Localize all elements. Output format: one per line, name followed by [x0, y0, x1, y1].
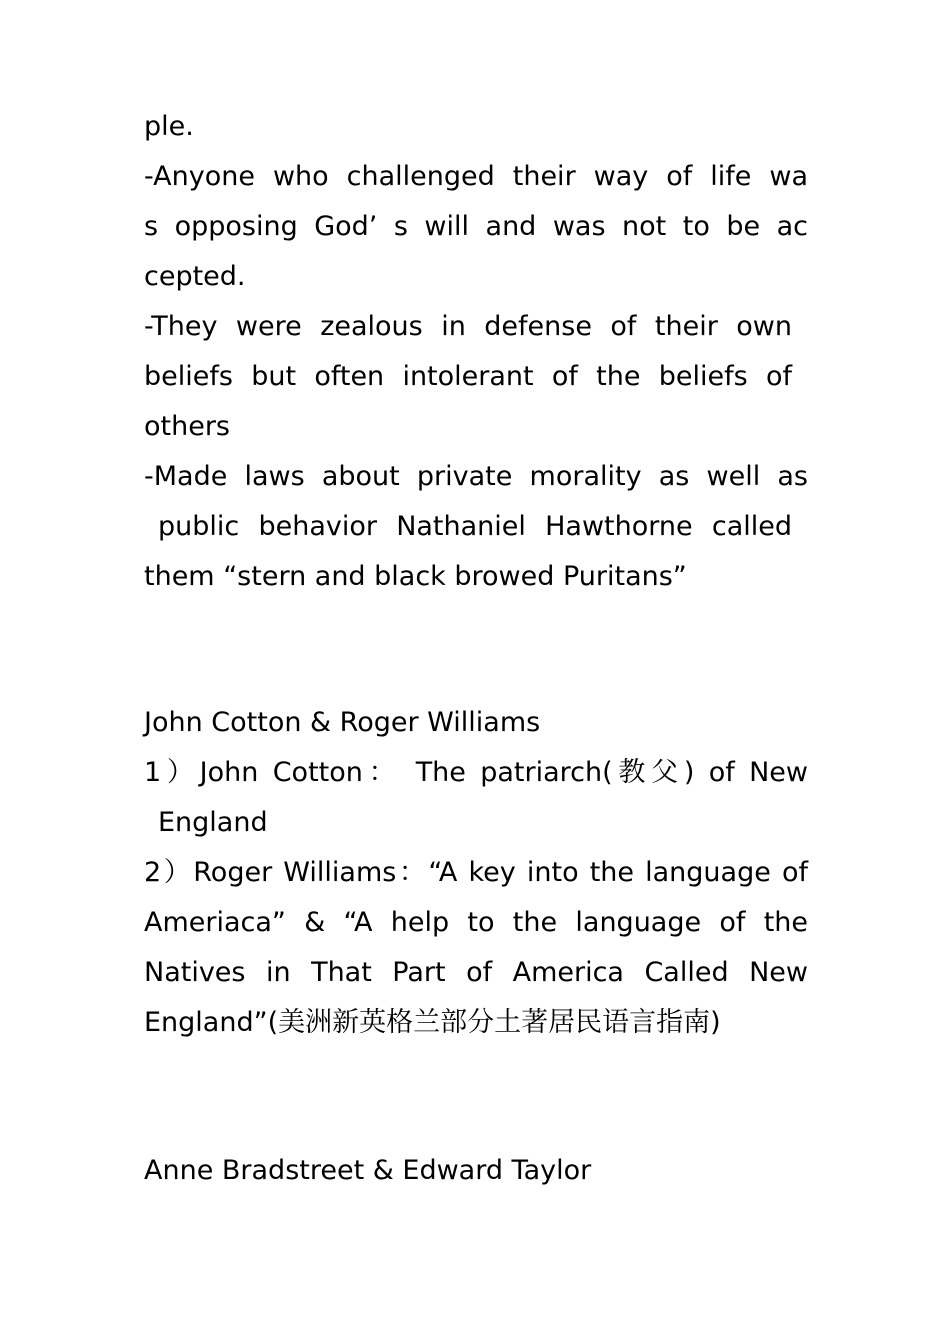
- text-line: Natives in That Part of America Called New: [144, 957, 808, 988]
- text-line: cepted.: [144, 261, 246, 292]
- text-line: 2）Roger Williams：“A key into the language of: [144, 857, 808, 888]
- text-line: Ameriaca” & “A help to the language of the: [144, 907, 808, 938]
- puritan-traits-paragraph: [144, 102, 808, 602]
- text-line: beliefs but often intolerant of the beliefs of: [144, 361, 792, 392]
- text-line: -They were zealous in defense of their own: [144, 311, 792, 342]
- cotton-williams-section: [144, 698, 808, 1048]
- text-line: England”(美洲新英格兰部分土著居民语言指南): [144, 1007, 721, 1038]
- text-line: -Anyone who challenged their way of life wa: [144, 161, 808, 192]
- bradstreet-taylor-section: [144, 1146, 808, 1196]
- section-heading: John Cotton & Roger Williams: [144, 707, 541, 738]
- text-line: others: [144, 411, 230, 442]
- text-line: England: [158, 807, 268, 838]
- section-heading: Anne Bradstreet & Edward Taylor: [144, 1155, 592, 1186]
- text-line: 1）John Cotton： The patriarch(教父) of New: [144, 757, 808, 788]
- text-line: -Made laws about private morality as well as: [144, 461, 808, 492]
- text-line: public behavior Nathaniel Hawthorne called: [158, 511, 792, 542]
- text-line: s opposing God’ s will and was not to be ac: [144, 211, 808, 242]
- text-line: them “stern and black browed Puritans”: [144, 561, 687, 592]
- text-line: ple.: [144, 111, 194, 142]
